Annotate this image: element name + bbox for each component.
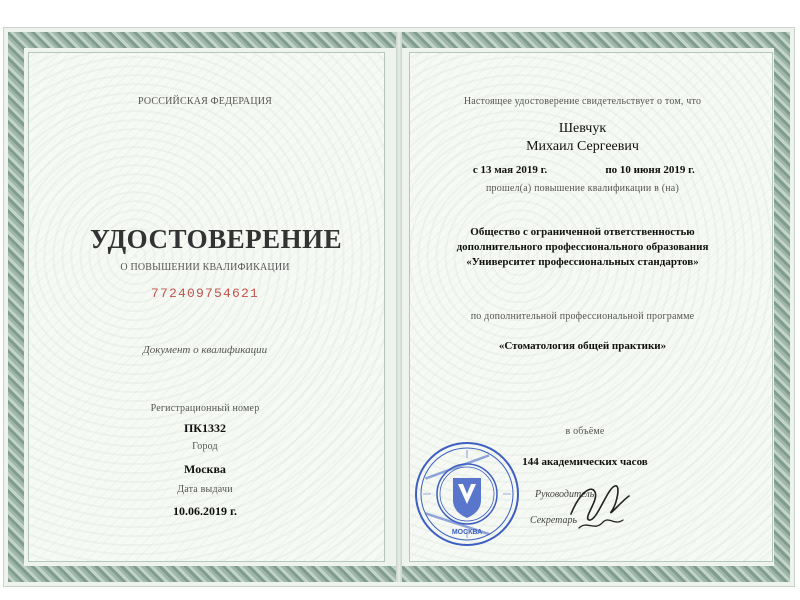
page-fold	[396, 32, 402, 582]
holder-name: Михаил Сергеевич	[526, 139, 639, 154]
registration-number: ПК1332	[183, 421, 227, 435]
issue-date-label: Дата выдачи	[177, 484, 233, 495]
holder-surname: Шевчук	[558, 121, 607, 136]
serial-number: 772409754621	[150, 286, 259, 301]
organization-line-1: Общество с ограниченной ответственностью	[470, 226, 695, 238]
certificate-title: УДОСТОВЕРЕНИЕ	[90, 224, 343, 254]
secretary-label: Секретарь	[530, 515, 578, 526]
hours-value: 144 академических часов	[522, 456, 648, 468]
stamp-emblem-icon	[453, 478, 481, 518]
program-label: по дополнительной профессиональной программе	[470, 311, 695, 322]
certificate-subtitle: О ПОВЫШЕНИИ КВАЛИФИКАЦИИ	[120, 262, 290, 273]
program-name: «Стоматология общей практики»	[498, 340, 667, 352]
certificate-sheet	[4, 28, 794, 586]
country-label: РОССИЙСКАЯ ФЕДЕРАЦИЯ	[137, 96, 273, 107]
registration-label: Регистрационный номер	[150, 403, 260, 414]
date-from: с 13 мая 2019 г.	[472, 164, 548, 176]
director-signature-icon	[565, 474, 635, 534]
issue-date-value: 10.06.2019 г.	[172, 504, 238, 518]
date-to: по 10 июня 2019 г.	[605, 164, 695, 176]
organization-stamp	[413, 440, 521, 548]
intro-text: Настоящее удостоверение свидетельствует о том, что	[463, 96, 702, 107]
organization-line-3: «Университет профессиональных стандартов»	[466, 256, 699, 268]
document-type: Документ о квалификации	[142, 344, 268, 356]
stamp-city-text: МОСКВА	[451, 529, 483, 536]
organization-line-2: дополнительного профессионального образования	[456, 241, 709, 253]
passed-text: прошел(а) повышение квалификации в (на)	[486, 183, 679, 194]
city-value: Москва	[184, 462, 226, 476]
city-label: Город	[192, 441, 218, 452]
director-label: Руководитель	[535, 489, 595, 500]
volume-label: в объёме	[565, 426, 605, 437]
